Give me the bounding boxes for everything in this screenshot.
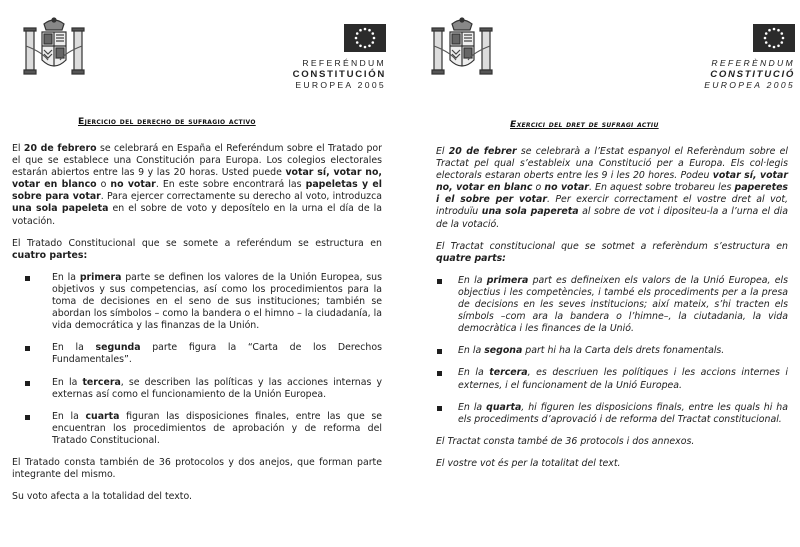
- eu-flag-icon: [344, 24, 386, 52]
- bold-text: 20 de febrer: [448, 146, 517, 157]
- structure-paragraph: [436, 241, 788, 265]
- bold-text: paperetes i el sobre per votar: [436, 182, 789, 206]
- text-run: part hi ha la Carta dels drets fonamentals.: [522, 345, 725, 357]
- bold-text: segona: [484, 345, 523, 357]
- referendum-header: [236, 58, 386, 91]
- text-run: parte se definen los valores de la Unión Europea, sus objetivos y sus competencias, así como los procedimientos para la toma de decisiones en el seno de sus instituciones; también se abordan los símbolos – como la bandera o el himno – la ciudadanía, la vida democrática y las finanzas de la Unión.: [52, 271, 382, 332]
- bold-text: una sola papeleta: [12, 203, 109, 215]
- header-line-2: CONSTITUCIÓN: [292, 69, 386, 80]
- text-run: , se describen las políticas y las acciones internas y externas así como el funcionamiento de la Unión Europea.: [52, 376, 382, 400]
- text-run: . Para ejercer correctamente su derecho al voto, introduzca: [100, 191, 382, 203]
- text-run: . En este sobre encontrará las: [155, 179, 306, 191]
- bold-text: primera: [486, 274, 529, 286]
- text-run: al sobre de vot i dipositeu-la a l’urna el dia de la votació.: [436, 206, 788, 230]
- eu-flag-icon: [753, 24, 795, 52]
- bold-text: quarta: [486, 401, 522, 413]
- text-run: se celebrará en España el Referéndum sobre el Tratado por el que se establece una Constitución para Europa. Los colegios electorales estarán abiertos entre las 9 y las 20 horas. Usted puede: [12, 143, 382, 179]
- list-item: [12, 377, 382, 401]
- text-run: part es defineixen els valors de la Unió Europea, els objectius i les competències, i també els procediments per a la presa de decisions en les seves institucions; així mateix, s’hi tracten els símbols –com ara la bandera o l’himne–, la ciutadania, la vida democràtica i les finances de la Unió.: [458, 274, 788, 335]
- text-run: El: [436, 146, 449, 157]
- bold-text: una sola papereta: [481, 206, 579, 218]
- text-run: En la: [458, 345, 485, 357]
- closing-paragraph: Su voto afecta a la totalidad del texto.: [12, 491, 192, 503]
- text-run: , hi figuren les disposicions finals, entre les quals hi ha els procediments d’aprovació i de reforma del Tractat constitucional.: [458, 401, 788, 425]
- bold-text: papeletas y el sobre para votar: [12, 179, 382, 203]
- protocols-paragraph: El Tratado consta también de 36 protocolos y dos anejos, que forman parte integrante del mismo.: [12, 456, 382, 481]
- header-line-1: REFERÉNDUM: [302, 58, 386, 68]
- header-line-3: EUROPEA 2005: [295, 80, 386, 90]
- text-run: o: [96, 179, 111, 191]
- header-line-1: REFERÈNDUM: [711, 58, 795, 68]
- text-run: En la: [52, 376, 83, 388]
- spanish-coat-of-arms-icon: [22, 16, 86, 84]
- list-item: [12, 272, 382, 332]
- list-item: [436, 367, 788, 391]
- text-run: El Tratado Constitucional que se somete a referéndum se estructura en: [12, 237, 382, 249]
- text-run: En la: [52, 342, 96, 354]
- bold-text: tercera: [489, 367, 528, 379]
- bold-text: no votar: [544, 182, 589, 194]
- text-run: En la: [52, 271, 80, 283]
- referendum-header: [645, 58, 795, 91]
- bold-text: segunda: [95, 342, 141, 354]
- list-item: [12, 342, 382, 366]
- text-run: En la: [52, 410, 86, 422]
- bold-text: no votar: [110, 179, 156, 191]
- list-item: [436, 345, 788, 357]
- text-run: El: [12, 143, 24, 154]
- text-run: . Per exercir correctament el vostre dret al vot, introduïu: [436, 194, 789, 218]
- intro-paragraph: [436, 146, 788, 231]
- protocols-paragraph: El Tractat consta també de 36 protocols i dos annexos.: [436, 435, 695, 447]
- bold-text: primera: [79, 271, 122, 283]
- body-text: [436, 146, 788, 480]
- bold-text: cuarta: [85, 410, 120, 422]
- text-run: En la: [458, 367, 490, 379]
- bold-text: 20 de febrero: [23, 143, 97, 154]
- list-item: [12, 411, 382, 447]
- spanish-coat-of-arms-icon: [430, 16, 494, 84]
- text-run: . En aquest sobre trobareu les: [588, 182, 735, 194]
- text-run: El Tractat constitucional que se sotmet a referèndum s’estructura en: [436, 240, 788, 252]
- text-run: En la: [458, 274, 487, 286]
- intro-paragraph: [12, 143, 382, 228]
- header-line-2: CONSTITUCIÓ: [710, 69, 795, 80]
- text-run: figuran las disposiciones finales, entre las que se encuentran los procedimientos de aprobación y de reforma del Tratado Constitucional.: [52, 410, 382, 446]
- text-run: se celebrarà a l’Estat espanyol el Referèndum sobre el Tractat pel qual s’estableix una Constitució per a Europa. Els col·legis electorals estaran oberts entre les 9 i les 20 hores. Podeu: [436, 146, 788, 182]
- page-title: Exercici del dret de sufragi actiu: [510, 119, 659, 130]
- bold-text: votar sí, votar no, votar en blanco: [12, 167, 382, 191]
- list-item: [436, 402, 788, 426]
- structure-paragraph: [12, 238, 382, 262]
- page-catalan: [400, 0, 800, 547]
- text-run: , es descriuen les polítiques i les accions internes i externes, i el funcionament de la Unió Europea.: [458, 367, 788, 391]
- text-run: En la: [458, 401, 487, 413]
- bold-text: quatre parts:: [436, 252, 506, 264]
- text-run: en el sobre de voto y deposítelo en la urna el día de la votación.: [12, 203, 382, 227]
- bold-text: tercera: [82, 376, 121, 388]
- text-run: parte figura la “Carta de los Derechos Fundamentales”.: [52, 342, 382, 366]
- bold-text: votar sí, votar no, votar en blanc: [436, 170, 788, 194]
- closing-paragraph: El vostre vot és per la totalitat del text.: [436, 457, 621, 469]
- page-title: Ejercicio del derecho de sufragio activo: [78, 116, 256, 127]
- header-line-3: EUROPEA 2005: [704, 80, 795, 90]
- list-item: [436, 275, 788, 335]
- body-text: [12, 143, 382, 513]
- bold-text: cuatro partes:: [12, 249, 88, 261]
- text-run: o: [532, 182, 545, 194]
